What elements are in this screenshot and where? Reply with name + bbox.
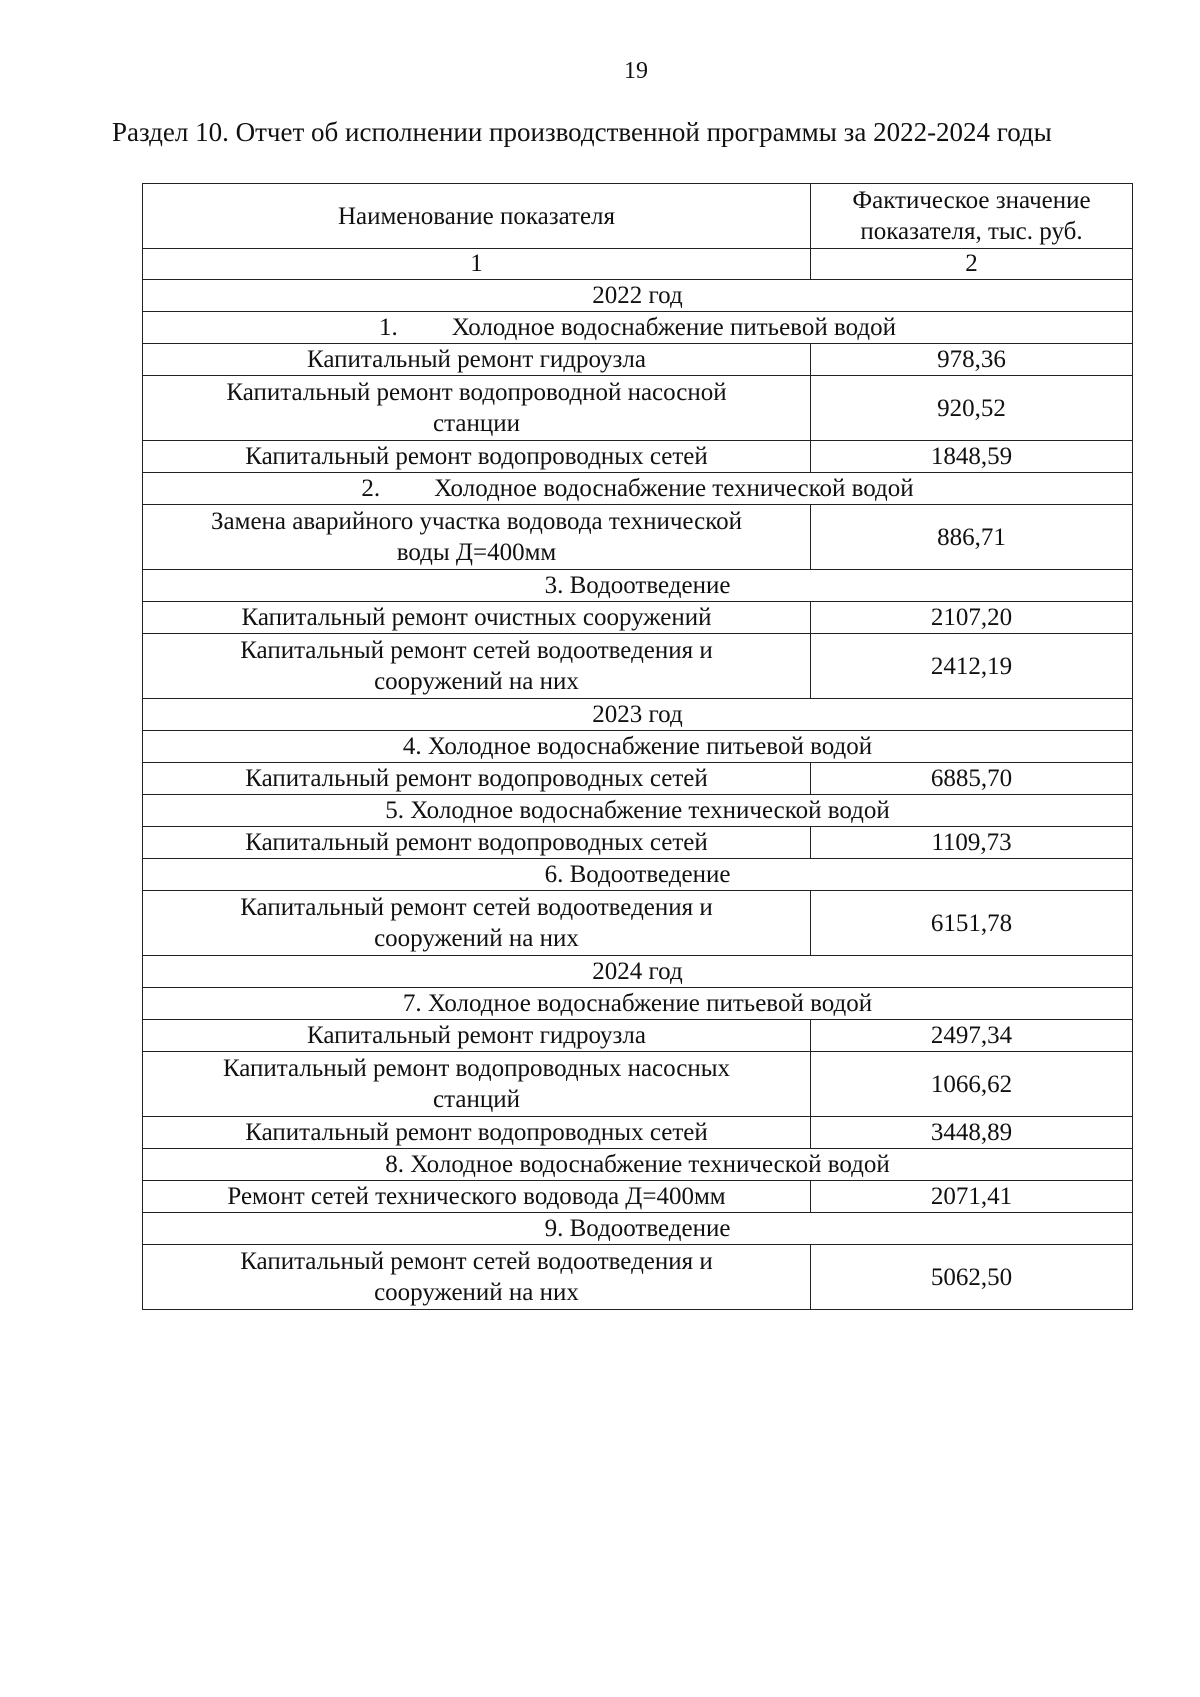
section-text: Холодное водоснабжение технической водой — [434, 475, 914, 502]
indicator-name — [143, 505, 811, 570]
indicator-value: 886,71 — [811, 505, 1133, 570]
indicator-name — [143, 344, 811, 376]
section-label: 5. Холодное водоснабжение технической водой — [143, 795, 1133, 827]
section-text: Холодное водоснабжение питьевой водой — [451, 314, 896, 341]
header-actual-value — [811, 184, 1133, 249]
table-row — [143, 1117, 1133, 1149]
table-row — [143, 1245, 1133, 1310]
section-label: 4. Холодное водоснабжение питьевой водой — [143, 731, 1133, 763]
section-row — [143, 731, 1133, 763]
page-number: 19 — [624, 58, 648, 84]
indicator-name-line: Ремонт сетей технического водовода Д=400мм — [227, 1183, 726, 1210]
indicator-value: 3448,89 — [811, 1117, 1133, 1149]
indicator-value: 2412,19 — [811, 634, 1133, 699]
year-label: 2023 год — [143, 699, 1133, 731]
indicator-name-line: станций — [433, 1086, 520, 1113]
indicator-value: 1848,59 — [811, 441, 1133, 473]
indicator-value: 5062,50 — [811, 1245, 1133, 1310]
table-row — [143, 602, 1133, 634]
report-table — [142, 183, 1133, 1310]
table-row — [143, 441, 1133, 473]
indicator-name-line: Капитальный ремонт очистных сооружений — [241, 604, 712, 631]
column-number-2: 2 — [811, 249, 1133, 280]
indicator-name-line: Капитальный ремонт водопроводных насосных — [222, 1055, 731, 1082]
table-row — [143, 505, 1133, 570]
section-label: 3. Водоотведение — [143, 570, 1133, 602]
indicator-value: 2071,41 — [811, 1181, 1133, 1213]
indicator-name — [143, 827, 811, 859]
indicator-name — [143, 1117, 811, 1149]
table-row — [143, 634, 1133, 699]
table-row — [143, 376, 1133, 441]
indicator-name-line: Капитальный ремонт сетей водоотведения и — [240, 1248, 713, 1275]
indicator-name-line: Капитальный ремонт водопроводных сетей — [245, 1119, 708, 1146]
indicator-value: 6151,78 — [811, 891, 1133, 956]
section-row — [143, 795, 1133, 827]
page-title: Раздел 10. Отчет об исполнении производственной программы за 2022-2024 годы — [112, 117, 1052, 147]
table-row — [143, 1052, 1133, 1117]
indicator-value: 2107,20 — [811, 602, 1133, 634]
indicator-name-line: Капитальный ремонт водопроводных сетей — [245, 443, 708, 470]
header-row — [143, 184, 1133, 249]
column-number-row — [143, 249, 1133, 280]
year-label: 2022 год — [143, 280, 1133, 312]
year-row — [143, 956, 1133, 988]
indicator-value: 6885,70 — [811, 763, 1133, 795]
indicator-value: 2497,34 — [811, 1020, 1133, 1052]
indicator-name-line: сооружений на них — [374, 925, 579, 952]
section-number: 2. — [361, 475, 381, 502]
section-row — [143, 312, 1133, 344]
indicator-name-line: Капитальный ремонт сетей водоотведения и — [240, 894, 713, 921]
section-row — [143, 473, 1133, 505]
table-row — [143, 1020, 1133, 1052]
year-row — [143, 280, 1133, 312]
indicator-name — [143, 1020, 811, 1052]
indicator-name-line: станции — [433, 410, 520, 437]
table-row — [143, 1181, 1133, 1213]
section-label: 8. Холодное водоснабжение технической водой — [143, 1149, 1133, 1181]
section-label — [143, 473, 1133, 505]
table-row — [143, 344, 1133, 376]
header-indicator-name: Наименование показателя — [143, 184, 811, 249]
indicator-name — [143, 763, 811, 795]
indicator-value: 1066,62 — [811, 1052, 1133, 1117]
indicator-value: 1109,73 — [811, 827, 1133, 859]
indicator-name — [143, 602, 811, 634]
section-label: 7. Холодное водоснабжение питьевой водой — [143, 988, 1133, 1020]
section-row — [143, 1149, 1133, 1181]
section-row — [143, 570, 1133, 602]
indicator-name-line: Капитальный ремонт сетей водоотведения и — [240, 637, 713, 664]
table-row — [143, 891, 1133, 956]
table-row — [143, 763, 1133, 795]
section-row — [143, 859, 1133, 891]
indicator-name-line: Капитальный ремонт гидроузла — [307, 1022, 646, 1049]
indicator-name-line: Капитальный ремонт водопроводной насосной — [226, 379, 727, 406]
indicator-name — [143, 1245, 811, 1310]
indicator-value: 978,36 — [811, 344, 1133, 376]
indicator-name-line: Капитальный ремонт водопроводных сетей — [245, 829, 708, 856]
header-actual-value-line2: показателя, тыс. руб. — [860, 218, 1083, 245]
indicator-name-line: Капитальный ремонт гидроузла — [307, 346, 646, 373]
section-row — [143, 988, 1133, 1020]
section-row — [143, 1213, 1133, 1245]
indicator-name-line: сооружений на них — [374, 1279, 579, 1306]
year-label: 2024 год — [143, 956, 1133, 988]
column-number-1: 1 — [143, 249, 811, 280]
section-label: 6. Водоотведение — [143, 859, 1133, 891]
indicator-name — [143, 441, 811, 473]
table-row — [143, 827, 1133, 859]
year-row — [143, 699, 1133, 731]
indicator-value: 920,52 — [811, 376, 1133, 441]
indicator-name — [143, 891, 811, 956]
indicator-name — [143, 1181, 811, 1213]
header-actual-value-line1: Фактическое значение — [852, 187, 1091, 214]
indicator-name — [143, 634, 811, 699]
section-number: 1. — [379, 314, 398, 341]
report-body — [143, 280, 1133, 1310]
indicator-name-line: Капитальный ремонт водопроводных сетей — [245, 765, 708, 792]
indicator-name-line: воды Д=400мм — [396, 539, 557, 566]
section-label: 9. Водоотведение — [143, 1213, 1133, 1245]
section-label — [143, 312, 1133, 344]
indicator-name-line: сооружений на них — [374, 668, 579, 695]
indicator-name — [143, 1052, 811, 1117]
indicator-name-line: Замена аварийного участка водовода технической — [211, 508, 742, 535]
indicator-name — [143, 376, 811, 441]
